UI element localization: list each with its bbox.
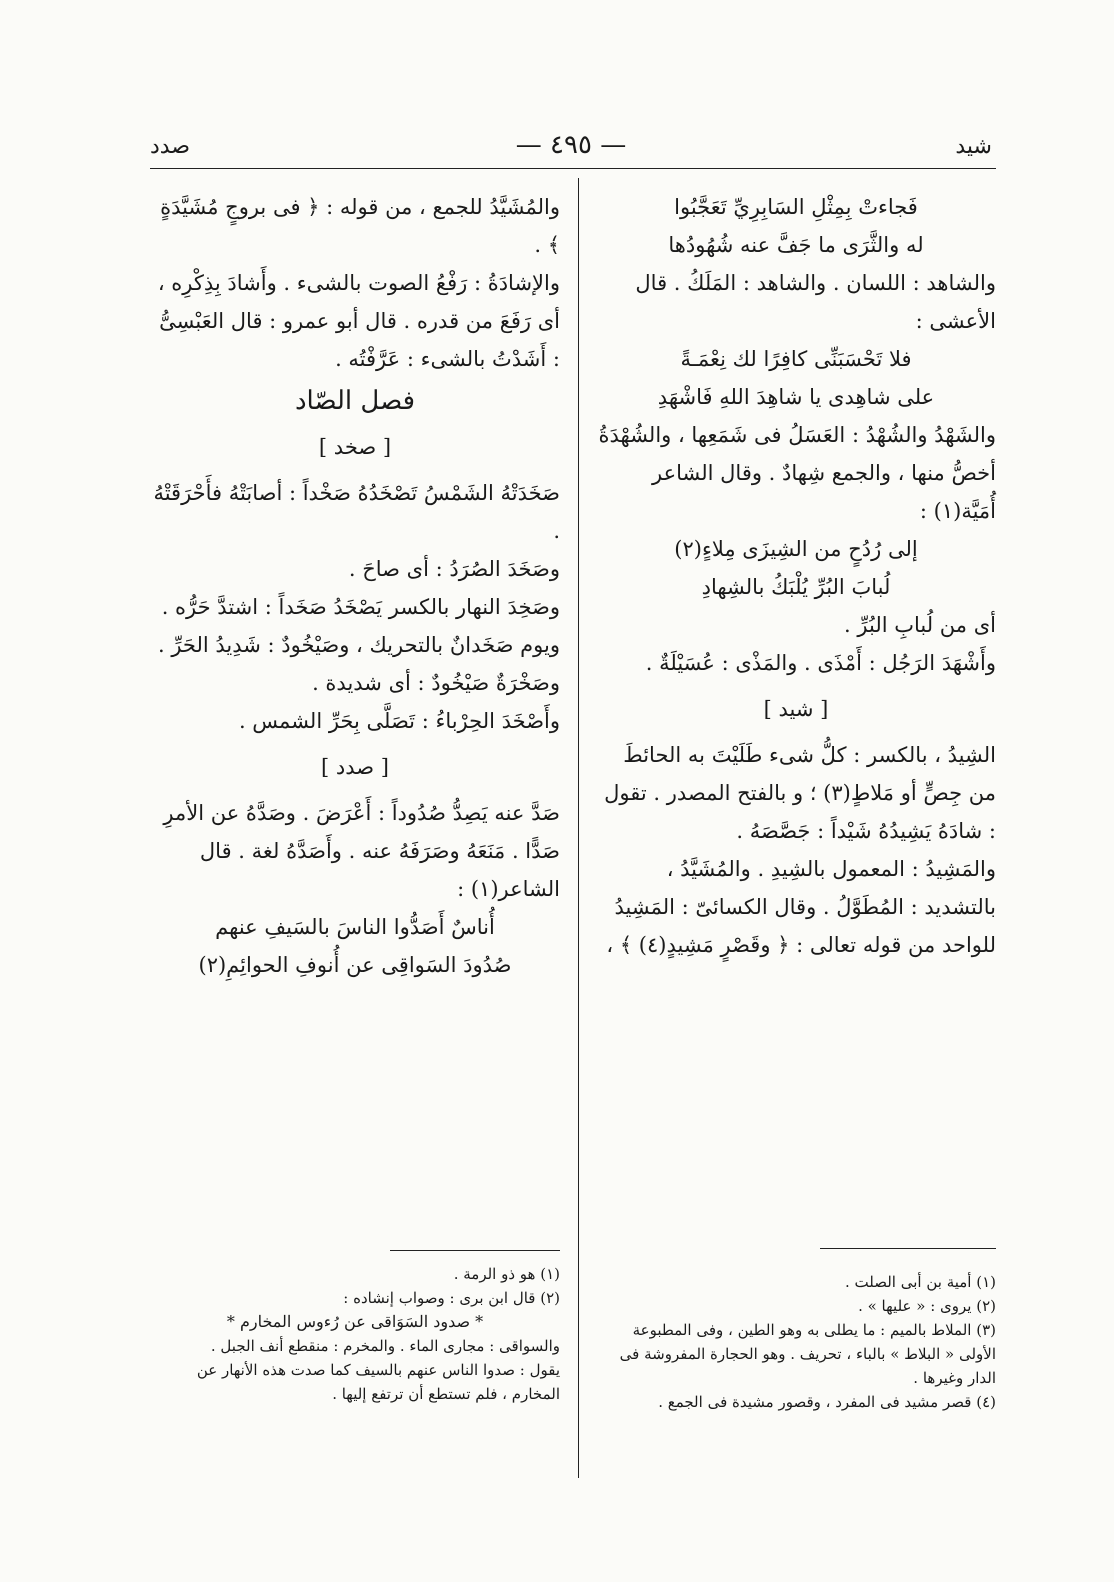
footnote: (١) هو ذو الرمة . xyxy=(453,1265,560,1283)
footnote: (٤) قصر مشيد فى المفرد ، وقصور مشيدة فى الجمع . xyxy=(658,1393,996,1411)
text-paragraph: وأَصْخَدَ الحِرْباءُ : تَصَلَّى بِحَرِّ الشمس . xyxy=(238,709,560,733)
verse-line: على شاهِدى يا شاهِدَ اللهِ فَاشْهَدِ xyxy=(657,385,935,409)
left-column xyxy=(150,188,560,984)
text-paragraph: والشاهد : اللسان . والشاهد : المَلَكُ . قال الأعشى : xyxy=(635,271,996,333)
text-paragraph: والمُشَيَّدُ للجمع ، من قوله : ﴿ فى بروجٍ مُشَيَّدَةٍ ﴾ . xyxy=(160,195,560,257)
text-paragraph: والإشادَةُ : رَفْعُ الصوت بالشىء . وأَشادَ بِذِكْرِه ، أى رَفَعَ من قدره . قال أبو عمرو : قال العَبْسِىُّ : أَشَدْتُ بالشىء : عَرَّفْتُه . xyxy=(157,271,560,371)
page-header xyxy=(150,128,992,168)
header-rule xyxy=(150,168,996,169)
text-paragraph: وصَخَدَ الصُرَدُ : أى صاحَ . xyxy=(348,557,560,581)
text-paragraph: والمَشِيدُ : المعمول بالشِيدِ . والمُشَيَّدُ ، بالتشديد : المُطَوَّلُ . وقال الكسائىّ : المَشِيدُ للواحد من قوله تعالى : ﴿ وقَصْرٍ مَشِيدٍ(٤) ﴾ ، xyxy=(606,857,996,957)
verse-line: إلى رُدُحٍ من الشِيزَى مِلاءٍ(٢) xyxy=(674,537,918,561)
verse-line: صُدُودَ السَواقِى عن أُنوفِ الحوائِمِ(٢) xyxy=(198,953,512,977)
verse-line: له والثَّرَى ما جَفَّ عنه شُهُودُها xyxy=(668,233,924,257)
footnote-rule-left xyxy=(390,1250,560,1251)
footnote-rule-right xyxy=(820,1248,996,1249)
page-number: — ٤٩٥ — xyxy=(515,130,627,160)
footnote: (٢) يروى : « عليها » . xyxy=(858,1297,996,1315)
text-paragraph: وأَشْهَدَ الرَجُل : أَمْذَى . والمَذْى : عُسَيْلَةٌ . xyxy=(645,651,996,675)
text-paragraph: صَخَدَتْهُ الشَمْسُ تَصْخَدُهُ صَخْداً : أصابَتْهُ فأَحْرَقَتْهُ . xyxy=(153,481,560,543)
column-divider xyxy=(578,178,579,1478)
text-paragraph: وصَخِدَ النهار بالكسر يَصْخَدُ صَخَداً : اشتدَّ حَرُّه . ويوم صَخَدانٌ بالتحريك ، وصَيْخُودٌ : شَدِيدُ الحَرِّ . وصَخْرَةٌ صَيْخُودٌ : أى شديدة . xyxy=(157,595,560,695)
footnote: (٣) الملاط بالميم : ما يطلى به وهو الطين ، وفى المطبوعة الأولى « البلاط » بالباء ، تحريف . وهو الحجارة المفروشة فى الدار وغيرها . xyxy=(619,1321,996,1387)
text-paragraph: والشَهْدُ والشُهْدُ : العَسَلُ فى شَمَعِها ، والشُهْدَةُ أخصُّ منها ، والجمع شِهادٌ . وقال الشاعر أُمَيَّة(١) : xyxy=(598,423,996,523)
section-title: فصل الصّاد xyxy=(294,386,416,416)
entry-headword: [ شيد ] xyxy=(763,697,829,721)
entry-headword: [ صدد ] xyxy=(321,755,389,779)
footnotes-right xyxy=(596,1270,996,1414)
text-paragraph: الشِيدُ ، بالكسر : كلُّ شىء طَلَيْتَ به الحائطَ من جِصٍّ أو مَلاطٍ(٣) ؛ و بالفتح المصدر . تقول : شادَهُ يَشِيدُهُ شَيْداً : جَصَّصَهُ . xyxy=(604,743,996,843)
footnote: * صدود السَوَاقى عن رُءوس المخارم * xyxy=(226,1312,484,1331)
entry-headword: [ صخد ] xyxy=(318,435,392,459)
text-paragraph: صَدَّ عنه يَصِدُّ صُدُوداً : أَعْرَضَ . وصَدَّهُ عن الأمرِ صَدًّا . مَنَعَهُ وصَرَفَهُ عنه . وأَصَدَّهُ لغة . قال الشاعر(١) : xyxy=(163,801,560,901)
verse-line: فَجاءتْ بِمِثْلِ السَابِرِيِّ تَعَجَّبُوا xyxy=(674,195,918,219)
footnote: يقول : صدوا الناس عنهم بالسيف كما صدت هذه الأنهار عن المخارم ، فلم تستطع أن ترتفع إليها . xyxy=(196,1361,560,1403)
right-column xyxy=(596,188,996,964)
running-head-right: شيد xyxy=(955,134,992,159)
verse-line: فلا تَحْسَبَنِّى كافِرًا لك نِعْمَـةً xyxy=(680,347,912,371)
footnote: (٢) قال ابن برى : وصواب إنشاده : xyxy=(343,1289,560,1307)
footnotes-left xyxy=(150,1262,560,1406)
text-paragraph: أى من لُبابِ البُرِّ . xyxy=(844,613,996,637)
running-head-left: صدد xyxy=(150,134,191,159)
verse-line: أُناسٌ أَصَدُّوا الناسَ بالسَيفِ عنهم xyxy=(215,915,495,939)
footnote: (١) أمية بن أبى الصلت . xyxy=(844,1273,996,1291)
verse-line: لُبابَ البُرِّ يُلْبَكُ بالشِهادِ xyxy=(701,575,891,599)
footnote: والسواقى : مجارى الماء . والمخرم : منقطع أنف الجبل . xyxy=(210,1337,560,1355)
